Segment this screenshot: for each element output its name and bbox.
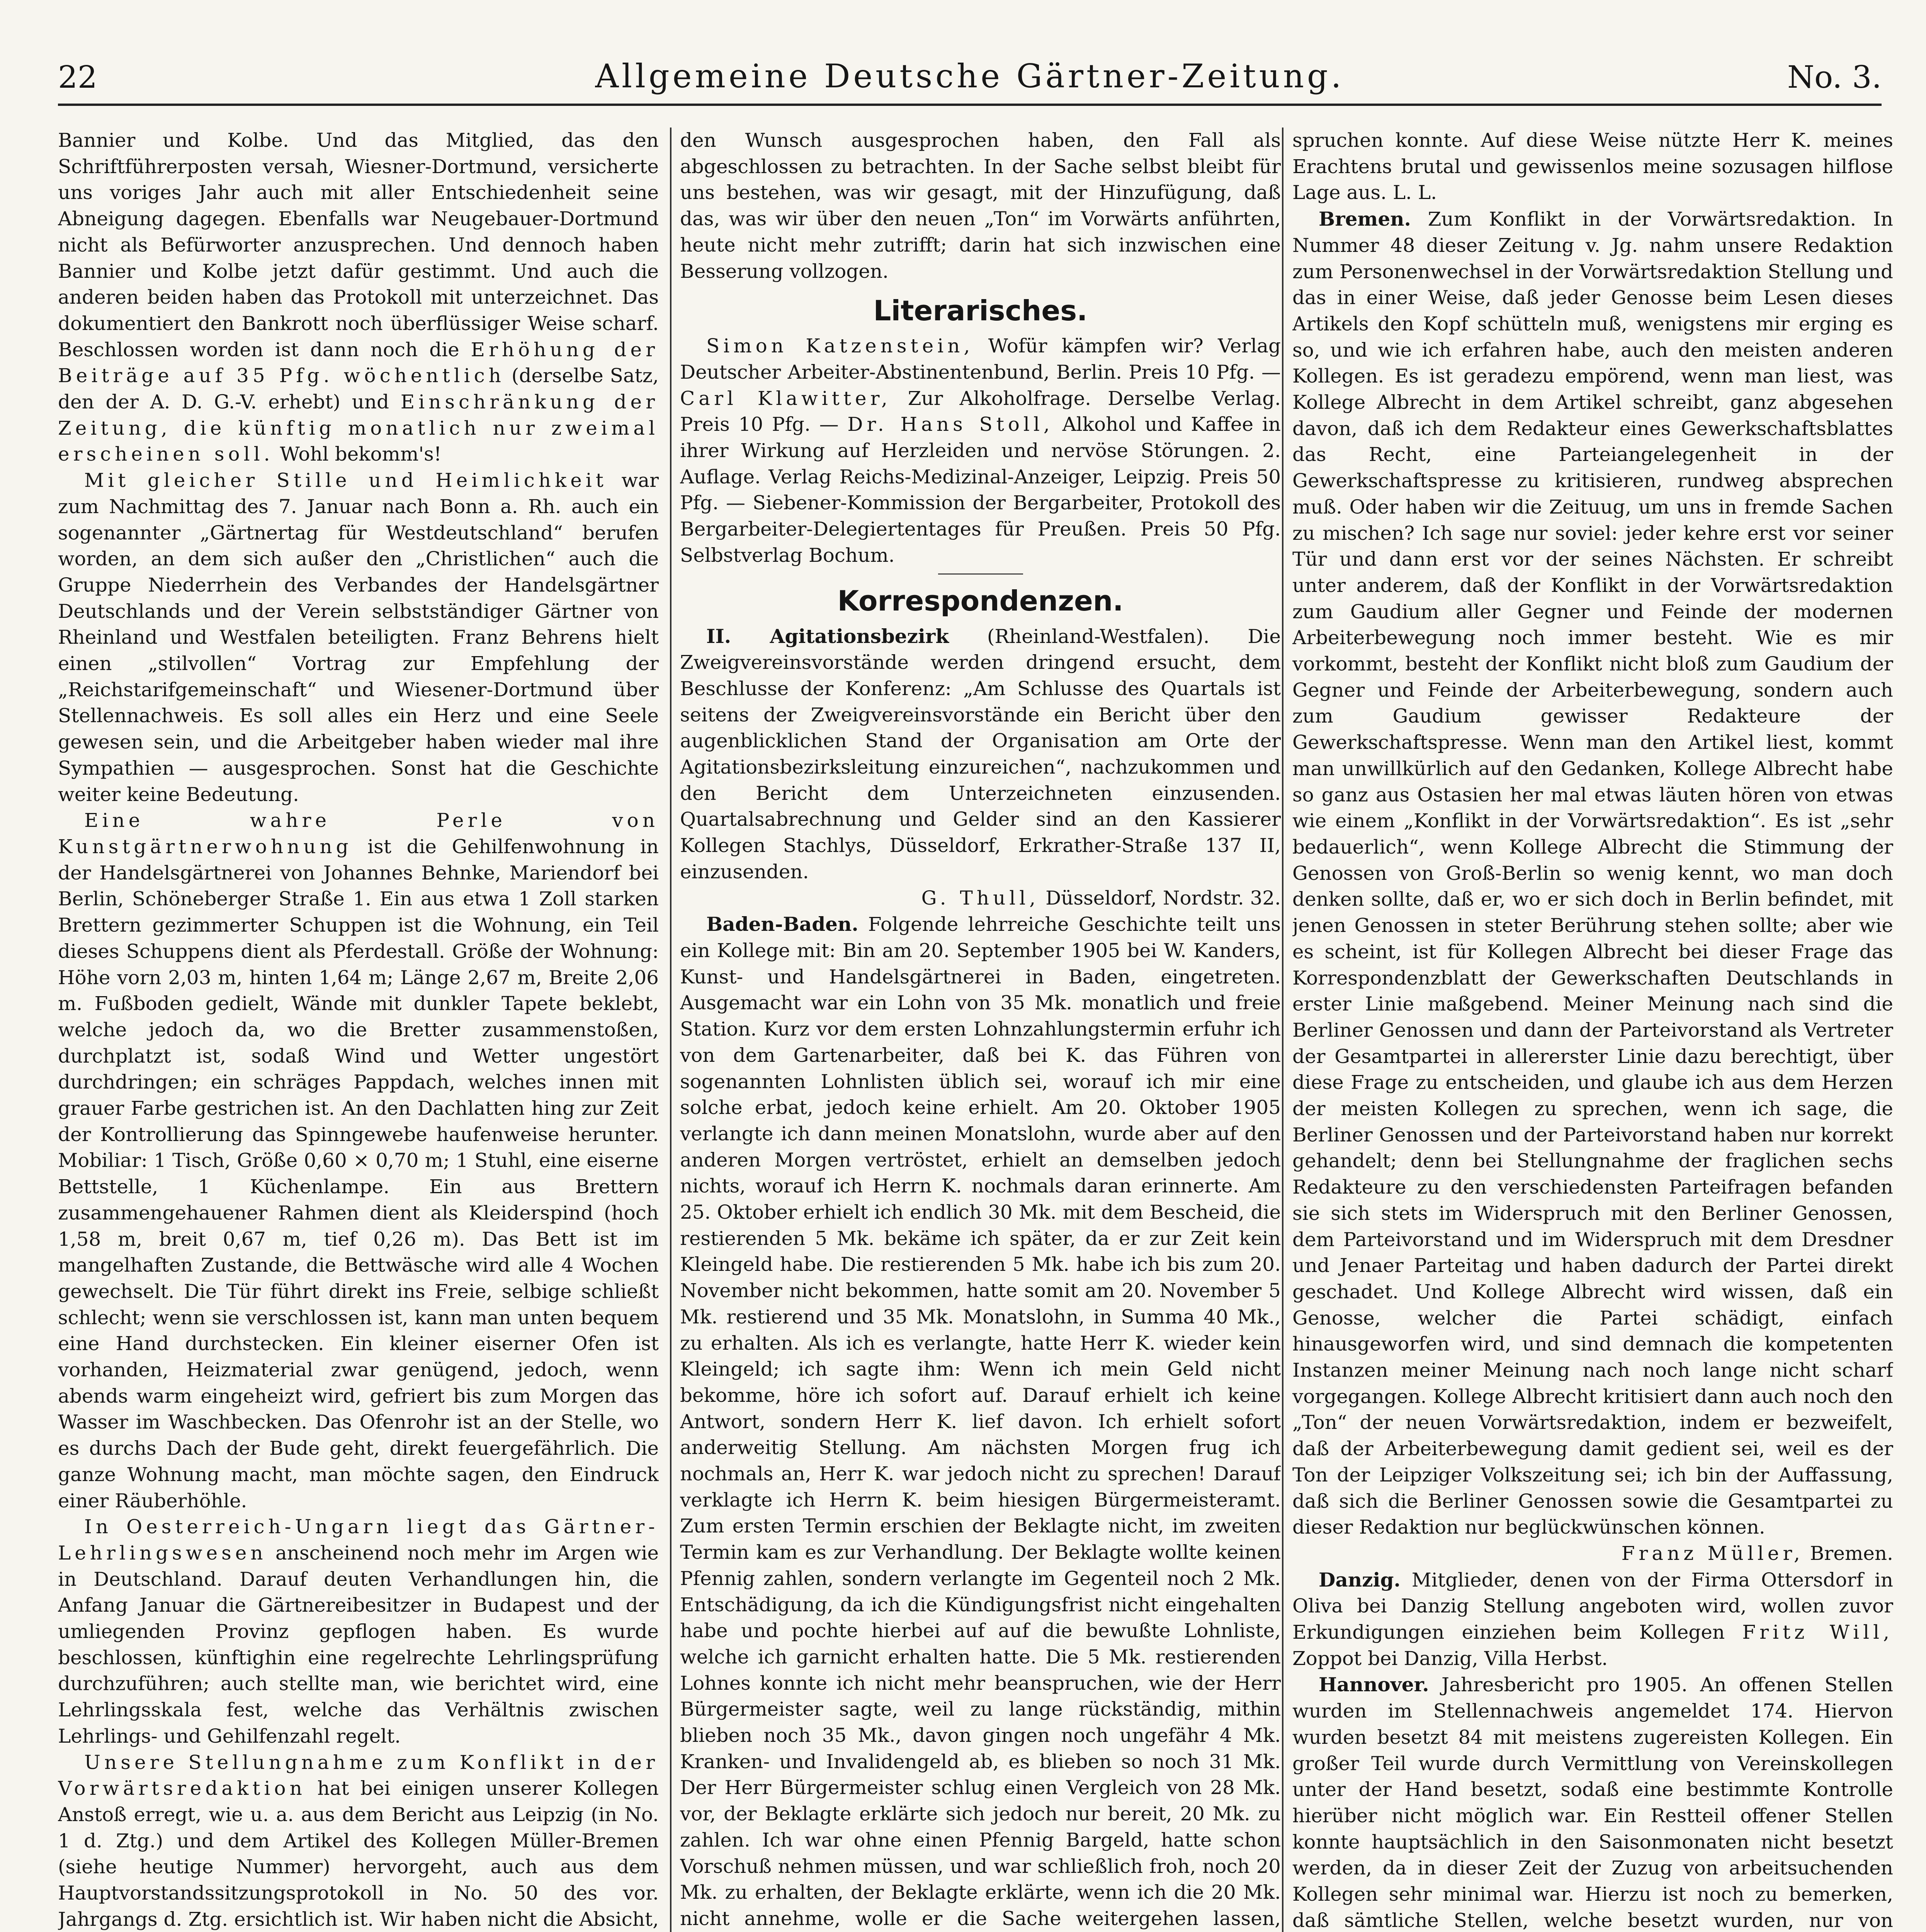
paragraph-text: Jahresbericht pro 1905. An offenen Stellen wurden im Stellennachweis angemeldet 174. Hiervon wurden besetzt 84 mit meistens zugereisten Kollegen. Ein großer Teil wurde durch Vermittlung von Vereinskollegen unter der Hand besetzt, sodaß eine bestimmte Kontrolle hierüber nicht möglich war. Ein Restteil offener Stellen konnte hauptsächlich in den Saisonmonaten nicht besetzt werden, da in dieser Zeit der Zuzug von arbeitsuchenden Kollegen sehr minimal war. Hierzu ist noch zu bemerken, daß sämtliche Stellen, welche besetzt wurden, nur von [1292, 1673, 1893, 1932]
author-name: Dr. Hans Stoll, [847, 413, 1054, 436]
report-agitationsbezirk [680, 623, 1281, 885]
author-name: Carl Klawitter, [680, 387, 891, 410]
column-3 [1292, 128, 1893, 1932]
article-paragraph [58, 128, 659, 468]
contact-name: Fritz Will, [1742, 1621, 1893, 1644]
paragraph-text: Wohl bekomm's! [280, 443, 442, 466]
article-paragraph [58, 468, 659, 808]
spaced-emphasis: Einschränkung der Zeitung, die künftig monatlich nur zweimal erscheinen soll. [58, 391, 659, 466]
section-heading-korrespondenzen: Korrespondenzen. [837, 584, 1124, 617]
signature [1292, 1541, 1893, 1567]
column-1 [58, 128, 659, 1932]
spaced-emphasis: Unsere Stellungnahme zum Konflikt in der Vorwärtsredaktion [58, 1751, 659, 1800]
column-rule-2 [1282, 128, 1283, 1932]
paragraph-text: war zum Nachmittag des 7. Januar nach Bonn a. Rh. auch ein sogenannter „Gärtnertag für Westdeutschland“ berufen worden, an dem sich außer den „Christlichen“ auch die Gruppe Niederrhein des Verbandes der Handelsgärtner Deutschlands und der Verein selbstständiger Gärtner von Rheinland und Westfalen beteiligten. Franz Behrens hielt einen „stilvollen“ Vortrag zur Empfehlung der „Reichstarifgemeinschaft“ und Wiesener-Dortmund über Stellennachweis. Es soll alles ein Herz und eine Seele gewesen sein, und die Arbeitgeber haben wieder mal ihre Sympathien — ausgesprochen. Sonst hat die Geschichte weiter keine Bedeutung. [58, 469, 659, 806]
spaced-emphasis: Erhöhung der Beiträge auf 35 Pfg. wöchentlich [58, 338, 659, 387]
report-baden-baden [680, 911, 1281, 1932]
section-heading-literarisches: Literarisches. [873, 294, 1088, 327]
paragraph-text: Zur Alkoholfrage. Derselbe Verlag. Preis 10 Pfg. — [680, 387, 1281, 436]
report-bremen [1292, 206, 1893, 1541]
column-rule-1 [670, 128, 671, 1932]
report-hannover [1292, 1672, 1893, 1932]
report-region: (Rheinland-Westfalen). [987, 625, 1210, 648]
paragraph-text: Zoppot bei Danzig, Villa Herbst. [1292, 1647, 1608, 1670]
paragraph-text: Bannier und Kolbe. Und das Mitglied, das den Schriftführerposten versah, Wiesner-Dortmund, versicherte uns voriges Jahr auch mit aller Entschiedenheit seine Abneigung dagegen. Ebenfalls war Neugebauer-Dortmund nicht als Befürworter anzusprechen. Und dennoch haben Bannier und Kolbe jetzt dafür gestimmt. Und auch die anderen beiden haben das Protokoll mit unterzeichnet. Das dokumentiert den Bankrott noch überflüssiger Weise scharf. Beschlossen worden ist dann noch die [58, 129, 659, 361]
signature-address: Düsseldorf, Nordstr. 32. [1045, 886, 1281, 909]
literature-list [680, 333, 1281, 568]
report-danzig [1292, 1567, 1893, 1672]
report-heading: Hannover. [1319, 1673, 1429, 1696]
newspaper-title: Allgemeine Deutsche Gärtner-Zeitung. [595, 57, 1345, 95]
spaced-emphasis: Mit gleicher Stille und Heimlichkeit [84, 469, 607, 492]
paragraph-text: Alkohol und Kaffee in ihrer Wirkung auf Herzleiden und nervöse Störungen. 2. Auflage. Verlag Reichs-Medizinal-Anzeiger, Leipzig. Preis 50 Pfg. — Siebener-Kommission der Bergarbeiter, Protokoll des Bergarbeiter-Delegiertentages für Preußen. Preis 50 Pfg. Selbstverlag Bochum. [680, 413, 1281, 566]
signature-name: G. Thull, [921, 886, 1040, 909]
report-heading: Bremen. [1319, 207, 1411, 231]
page-number: 22 [58, 59, 97, 95]
paragraph-text: ist die Gehilfenwohnung in der Handelsgärtnerei von Johannes Behnke, Mariendorf bei Berlin, Schöneberger Straße 1. Ein aus etwa 1 Zoll starken Brettern gezimmerter Schuppen ist die Wohnung, ein Teil dieses Schuppens dient als Pferdestall. Größe der Wohnung: Höhe vorn 2,03 m, hinten 1,64 m; Länge 2,67 m, Breite 2,06 m. Fußboden gedielt, Wände mit dunkler Tapete beklebt, welche jedoch da, wo die Bretter zusammenstoßen, durchplatzt ist, sodaß Wind und Wetter ungestört durchdringen; ein schräges Pappdach, welches innen mit grauer Farbe gestrichen ist. An den Dachlatten hing zur Zeit der Kontrollierung das Spinngewebe haufenweise herunter. Mobiliar: 1 Tisch, Größe 0,60 × 0,70 m; 1 Stuhl, eine eiserne Bettstelle, 1 Küchenlampe. Ein aus Brettern zusammengehauener Rahmen dient als Kleiderspind (hoch 1,58 m, breit 0,67 m, tief 0,26 m). Das Bett ist im mangelhaften Zustande, die Bettwäsche wird alle 4 Wochen gewechselt. Die Tür führt direkt ins Freie, selbige schließt schlecht; wenn sie verschlossen ist, kann man unten bequem eine Hand durchstecken. Ein kleiner eiserner Ofen ist vorhanden, Heizmaterial zwar genügend, jedoch, wenn abends warm eingeheizt wird, gefriert bis zum Morgen das Wasser im Waschbecken. Das Ofenrohr ist an der Stelle, wo es durchs Dach der Bude geht, direkt feuergefährlich. Die ganze Wohnung macht, man möchte sagen, den Eindruck einer Räuberhöhle. [58, 835, 659, 1512]
signature [680, 885, 1281, 912]
paragraph-text: Zum Konflikt in der Vorwärtsredaktion. In Nummer 48 dieser Zeitung v. Jg. nahm unsere Redaktion zum Personenwechsel in der Vorwärtsredaktion Stellung und das in einer Weise, daß jeder Genosse beim Lesen dieses Artikels den Kopf schütteln muß, wenigstens mir erging es so, und wie ich erfahren habe, auch den meisten anderen Kollegen. Es ist geradezu empörend, wenn man liest, was Kollege Albrecht in dem Artikel schreibt, ganz abgesehen davon, daß ich dem Redakteur eines Gewerkschaftsblattes das Recht, eine Parteiangelegenheit in der Gewerkschaftspresse zu kritisieren, rundweg absprechen muß. Oder haben wir die Zeituug, um uns in fremde Sachen zu mischen? Ich sage nur soviel: jeder kehre erst vor seiner Tür und dann erst vor der seines Nächsten. Er schreibt unter anderem, daß der Konflikt in der Vorwärtsredaktion zum Gaudium aller Gegner und Feinde der modernen Arbeiterbewegung noch immer besteht. Wie es mir vorkommt, besteht der Konflikt nicht bloß zum Gaudium der Gegner und Feinde der Arbeiterbewegung, sondern auch zum Gaudium gewisser Redakteure der Gewerkschaftspresse. Wenn man den Artikel liest, kommt man unwillkürlich auf den Gedanken, Kollege Albrecht habe so ganz aus Ostasien her mal etwas läuten hören von etwas wie einem „Konflikt in der Vorwärtsredaktion“. Es ist „sehr bedauerlich“, wenn Kollege Albrecht die Stimmung der Genossen von Groß-Berlin so wenig kennt, wo man doch denken sollte, daß er, wo er sich doch in Berlin befindet, mit jenen Genossen in steter Berührung stehen sollte; aber wie es scheint, ist für Kollegen Albrecht bei dieser Frage das Korrespondenzblatt der Gewerkschaften Deutschlands in erster Linie maßgebend. Meiner Meinung nach sind die Berliner Genossen und dann der Parteivorstand als Vertreter der Gesamtpartei in allererster Linie dazu berechtigt, über diese Frage zu entscheiden, und glaube ich aus dem Herzen der meisten Kollegen zu sprechen, wenn ich sage, die Berliner Genossen und der Parteivorstand haben nur korrekt gehandelt; denn bei Stellungnahme der fraglichen sechs Redakteure zu den verschiedensten Parteifragen befanden sie sich stets im Widerspruch mit den Berliner Genossen, dem Parteivorstand und im Widerspruch mit dem Dresdner und Jenaer Parteitag und haben dadurch der Partei direkt geschadet. Und Kollege Albrecht wird wissen, daß ein Genosse, welcher die Partei schädigt, einfach hinausgeworfen wird, und sind demnach die kompetenten Instanzen meiner Meinung nach noch lange nicht scharf vorgegangen. Kollege Albrecht kritisiert dann auch noch den „Ton“ der neuen Vorwärtsredaktion, indem er bezweifelt, daß der Arbeiterbewegung damit gedient sei, weil es der Ton der Leipziger Volkszeitung sei; ich bin der Auffassung, daß sich die Berliner Genossen sowie die Gesamtpartei zu dieser Redaktion nur beglückwünschen können. [1292, 208, 1893, 1539]
signature-place: Bremen. [1810, 1542, 1893, 1565]
article-paragraph [58, 1750, 659, 1932]
article-paragraph: den Wunsch ausgesprochen haben, den Fall als abgeschlossen zu betrachten. In der Sache selbst bleibt für uns bestehen, was wir gesagt, mit der Hinzufügung, daß das, was wir über den neuen „Ton“ im Vorwärts anführten, heute nicht mehr zutrifft; darin hat sich inzwischen eine Besserung vollzogen. [680, 129, 1281, 282]
issue-number: No. 3. [1787, 59, 1882, 95]
report-heading: Baden-Baden. [706, 913, 858, 936]
article-paragraph: spruchen konnte. Auf diese Weise nützte Herr K. meines Erachtens brutal und gewissenlos meine sozusagen hilflose Lage aus. L. L. [1292, 129, 1893, 204]
article-paragraph [58, 808, 659, 1514]
page-header [58, 57, 1882, 106]
article-paragraph [58, 1514, 659, 1749]
paragraph-text: hat bei einigen unserer Kollegen Anstoß erregt, wie u. a. aus dem Bericht aus Leipzig (in No. 1 d. Ztg.) und dem Artikel des Kollegen Müller-Bremen (siehe heutige Nummer) hervorgeht, auch aus dem Hauptvorstandssitzungsprotokoll in No. 50 des vor. Jahrgangs d. Ztg. ersichtlich ist. Wir haben nicht die Absicht, [58, 1777, 659, 1930]
paragraph-text: Folgende lehrreiche Geschichte teilt uns ein Kollege mit: Bin am 20. September 1905 bei W. Kanders, Kunst- und Handelsgärtnerei in Baden, eingetreten. Ausgemacht war ein Lohn von 35 Mk. monatlich und freie Station. Kurz vor dem ersten Lohnzahlungstermin erfuhr ich von dem Gartenarbeiter, daß bei K. das Führen von sogenannten Lohnlisten üblich sei, worauf ich mir eine solche erbat, jedoch keine erhielt. Am 20. Oktober 1905 verlangte ich dann meinen Monatslohn, wurde aber auf den anderen Morgen vertröstet, erhielt an demselben jedoch nichts, worauf ich Herrn K. nochmals daran erinnerte. Am 25. Oktober erhielt ich endlich 30 Mk. mit dem Bescheid, die restierenden 5 Mk. bekäme ich später, da er zur Zeit kein Kleingeld habe. Die restierenden 5 Mk. habe ich bis zum 20. November nicht bekommen, hatte somit am 20. November 5 Mk. restierend und 35 Mk. Monatslohn, in Summa 40 Mk., zu erhalten. Als ich es verlangte, hatte Herr K. wieder kein Kleingeld; ich sagte ihm: Wenn ich mein Geld nicht bekomme, höre ich sofort auf. Darauf erhielt ich keine Antwort, sondern Herr K. lief davon. Ich erhielt sofort anderweitig Stellung. Am nächsten Morgen frug ich nochmals an, Herr K. war jedoch nicht zu sprechen! Darauf verklagte ich Herrn K. beim hiesigen Bürgermeisteramt. Zum ersten Termin erschien der Beklagte nicht, im zweiten Termin kam es zur Verhandlung. Der Beklagte wollte keinen Pfennig zahlen, sondern verlangte im Gegenteil noch 2 Mk. Entschädigung, da ich die Kündigungsfrist nicht eingehalten habe und pochte hierbei auf auf die bewußte Lohnliste, welche ich garnicht erhalten hatte. Die 5 Mk. restierenden Lohnes konnte ich nicht mehr beanspruchen, wie der Herr Bürgermeister sagte, weil zu lange rückständig, mithin blieben noch 35 Mk., davon gingen noch ungefähr 4 Mk. Kranken- und Invalidengeld ab, es blieben so noch 31 Mk. Der Herr Bürgermeister schlug einen Vergleich von 28 Mk. vor, der Beklagte erklärte sich jedoch nur bereit, 20 Mk. zu zahlen. Ich war ohne einen Pfennig Bargeld, hatte schon Vorschuß nehmen müssen, und war schließlich froh, noch 20 Mk. zu erhalten, der Beklagte erklärte, wenn ich die 20 Mk. nicht annehme, wolle er die Sache weitergehen lassen, [680, 913, 1281, 1930]
report-heading: II. Agitationsbezirk [706, 624, 949, 648]
paragraph-text: (derselbe Satz, den der A. D. G.-V. erhebt) und [58, 364, 659, 413]
paragraph-text: Wofür kämpfen wir? Verlag Deutscher Arbeiter-Abstinentenbund, Berlin. Preis 10 Pfg. — [680, 335, 1281, 383]
paragraph-text: Mitglieder, denen von der Firma Ottersdorf in Oliva bei Danzig Stellung angeboten wird, wollen zuvor Erkundigungen einziehen beim Kollegen [1292, 1568, 1893, 1644]
spaced-emphasis: Eine wahre Perle von Kunstgärtnerwohnung [58, 809, 659, 858]
spaced-emphasis: In Oesterreich-Ungarn liegt das Gärtner-Lehrlingswesen [58, 1515, 659, 1564]
paragraph-text: anscheinend noch mehr im Argen wie in Deutschland. Darauf deuten Verhandlungen hin, die Anfang Januar die Gärtnereibesitzer in Budapest und der umliegenden Provinz gepflogen haben. Es wurde beschlossen, künftighin eine regelrechte Lehrlingsprüfung durchzuführen; auch stellte man, wie berichtet wird, eine Lehrlingsskala fest, welche das Verhältnis zwischen Lehrlings- und Gehilfenzahl regelt. [58, 1541, 659, 1747]
section-divider [938, 573, 1023, 575]
paragraph-text: Die Zweigvereinsvorstände werden dringend ersucht, dem Beschlusse der Konferenz: „Am Schlusse des Quartals ist seitens der Zweigvereinsvorstände ein Bericht über den augenblicklichen Stand der Organisation am Orte der Agitationsbezirksleitung einzureichen“, nachzukommen und den Bericht dem Unterzeichneten einzusenden. Quartalsabrechnung und Gelder sind an den Kassierer Kollegen Stachlys, Düsseldorf, Erkrather-Straße 137 II, einzusenden. [680, 625, 1281, 883]
signature-name: Franz Müller, [1621, 1542, 1804, 1565]
author-name: Simon Katzenstein, [706, 335, 974, 357]
column-2 [680, 128, 1281, 1932]
report-heading: Danzig. [1319, 1568, 1401, 1591]
